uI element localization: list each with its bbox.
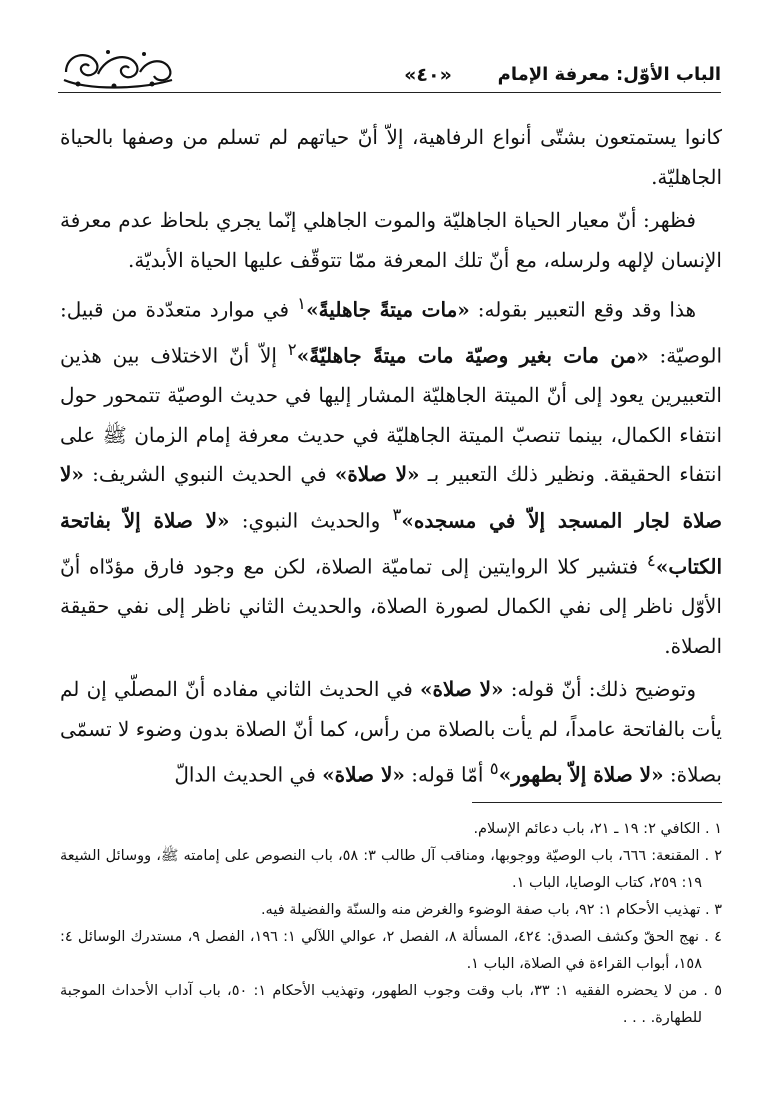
footnote-ref-2: ٢ [287,340,297,360]
quote-hadith-7: «لا صلاة إلاّ بطهور» [498,762,664,787]
quote-hadith-6: «لا صلاة» [419,677,504,702]
chapter-title: الباب الأوّل: معرفة الإمام [497,64,721,85]
paragraph-3: هذا وقد وقع التعبير بقوله: «مات ميتةً جاهليةً»$^١$ في موارد متعدّدة من قبيل: الوصيّة: «من مات بغير وصيّة مات ميتةً جاهليّةً»$^٢$ إلاّ أنّ الاختلاف بين هذين التعبيرين يعود إلى أنّ الميتة الجاهليّة المشار إليها في حديث الوصيّة تتمحور حول انتفاء الكمال، بينما تنصبّ الميتة الجاهليّة في حديث معرفة إمام الزمان ﷺ على انتفاء الحقيقة. ونظير ذلك التعبير بـ «لا صلاة» في الحديث النبوي الشريف: «لا صلاة لجار المسجد إلاّ في مسجده»$^٣$ والحديث النبوي: «لا صلاة إلاّ بفاتحة الكتاب»$^٤$ فتشير كلا الروايتين إلى تماميّة الصلاة، لكن مع وجود فارق مؤدّاه أنّ الأوّل ناظر إلى نفي الكمال لصورة الصلاة، والحديث الثاني ناظر إلى نفي حقيقة الصلاة. [60,294,723,658]
footnote-item: ٤ . نهج الحقّ وكشف الصدق: ٤٢٤، المسألة ٨، الفصل ٢، عوالي اللآلي ١: ١٩٦، الفصل ٩، مستدرك الوسائل ٤: ١٥٨، أبواب القراءة في الصلاة، الباب ١. [60,929,722,972]
paragraph-4: وتوضيح ذلك: أنّ قوله: «لا صلاة» في الحديث الثاني مفاده أنّ المصلّي إن لم يأت بالفاتحة عامداً، لم يأت بالصلاة من رأس، كما أنّ الصلاة بدون وضوء لا تسمّى بصلاة: «لا صلاة إلاّ بطهور»$^٥$ أمّا قوله: «لا صلاة» في الحديث الدالّ [60,677,722,787]
paragraph-2: فظهر: أنّ معيار الحياة الجاهليّة والموت الجاهلي إنّما يجري بلحاظ عدم معرفة الإنسان لإلهه ولرسله، مع أنّ تلك المعرفة ممّا تتوقّف عليها الحياة الأبديّة. [60,208,722,272]
footnote-item: ٢ . المقنعة: ٦٦٦، باب الوصيّة ووجوبها، ومناقب آل طالب ٣: ٥٨، باب النصوص على إمامته ﷺ، ووسائل الشيعة ١٩: ٢٥٩، كتاب الوصايا، الباب ١. [60,848,722,891]
footnote-item: ٣ . تهذيب الأحكام ١: ٩٢، باب صفة الوضوء والغرض منه والسنّة والفضيلة فيه. [260,902,722,918]
quote-hadith-5: «لا صلاة إلاّ بفاتحة الكتاب» [60,508,722,579]
footnote-ref-5: ٥ [489,759,499,779]
footnote-ref-4: ٤ [646,550,656,570]
footnote-item: ١ . الكافي ٢: ١٩ ـ ٢١، باب دعائم الإسلام. [473,821,722,837]
footnotes [60,816,722,1032]
footnote-divider [472,802,722,803]
quote-hadith-1: «مات ميتةً جاهليةً» [306,297,470,322]
quote-hadith-2: «من مات بغير وصيّة مات ميتةً جاهليّةً» [296,343,649,368]
page-number: «٤٠» [404,64,452,86]
page-header [58,44,721,104]
ornament-icon [58,44,178,94]
paragraph-1: كانوا يستمتعون بشتّى أنواع الرفاهية، إلاّ أنّ حياتهم لم تسلم من وصفها بالحياة الجاهليّة. [60,125,722,189]
quote-hadith-8: «لا صلاة» [322,762,405,787]
main-text [60,118,722,799]
footnote-ref-3: ٣ [392,504,402,524]
footnote-ref-1: ١ [297,294,307,313]
footnote-item: ٥ . من لا يحضره الفقيه ١: ٣٣، باب وقت وجوب الطهور، وتهذيب الأحكام ١: ٥٠، باب آداب الأحداث الموجبة للطهارة. . . . [60,983,723,1026]
header-divider [58,92,721,93]
quote-hadith-3: «لا صلاة» [334,462,420,487]
quote-hadith-4: «لا صلاة لجار المسجد إلاّ في مسجده» [60,462,722,533]
